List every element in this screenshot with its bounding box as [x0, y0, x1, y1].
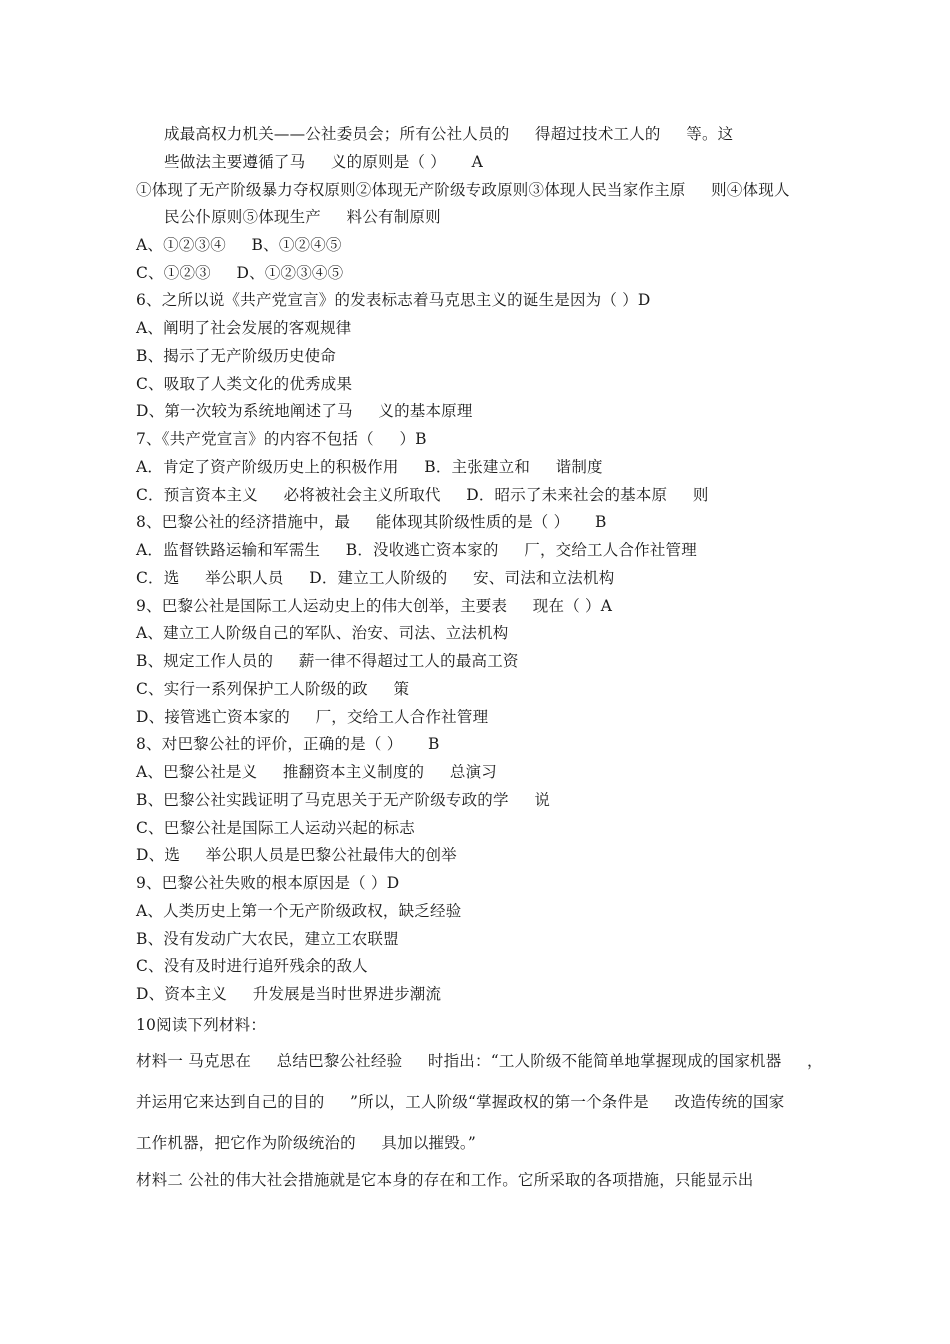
text-line: A．监督铁路运输和军需生 B．没收逃亡资本家的 厂，交给工人合作社管理 [136, 541, 697, 559]
text-line: 工作机器，把它作为阶级统治的 具加以摧毁。” [136, 1134, 477, 1152]
text-line: 民公仆原则⑤体现生产 料公有制原则 [164, 208, 441, 226]
text-line: 材料二 公社的伟大社会措施就是它本身的存在和工作。它所采取的各项措施，只能显示出 [136, 1171, 754, 1189]
text-line: A、建立工人阶级自己的军队、治安、司法、立法机构 [136, 624, 509, 642]
text-line: C、吸取了人类文化的优秀成果 [136, 375, 353, 393]
text-line: 材料一 马克思在 总结巴黎公社经验 时指出：“工人阶级不能简单地掌握现成的国家机器 ， [136, 1052, 823, 1070]
text-line: 成最高权力机关——公社委员会；所有公社人员的 得超过技术工人的 等。这 [164, 125, 734, 143]
text-line: A、①②③④ B、①②④⑤ [136, 236, 342, 254]
text-line: B、巴黎公社实践证明了马克思关于无产阶级专政的学 说 [136, 791, 551, 809]
text-line: D、接管逃亡资本家的 厂，交给工人合作社管理 [136, 708, 489, 726]
text-line: A、阐明了社会发展的客观规律 [136, 319, 352, 337]
text-line: B、没有发动广大农民，建立工农联盟 [136, 930, 399, 948]
text-line: ①体现了无产阶级暴力夺权原则②体现无产阶级专政原则③体现人民当家作主原 则④体现人 [136, 181, 790, 199]
question-line: 8、巴黎公社的经济措施中，最 能体现其阶级性质的是（ ） B [136, 513, 607, 531]
question-line: 7、《共产党宣言》的内容不包括（ ）B [136, 430, 427, 448]
text-line: B、揭示了无产阶级历史使命 [136, 347, 336, 365]
text-line: C、实行一系列保护工人阶级的政 策 [136, 680, 410, 698]
text-line: A．肯定了资产阶级历史上的积极作用 B．主张建立和 谐制度 [136, 458, 603, 476]
text-line: D、第一次较为系统地阐述了马 义的基本原理 [136, 402, 473, 420]
question-line: 9、巴黎公社是国际工人运动史上的伟大创举，主要表 现在（ ）A [136, 597, 613, 615]
text-line: B、规定工作人员的 薪一律不得超过工人的最高工资 [136, 652, 519, 670]
text-line: C、巴黎公社是国际工人运动兴起的标志 [136, 819, 415, 837]
text-line: C、①②③ D、①②③④⑤ [136, 264, 344, 282]
text-line: C、没有及时进行追歼残余的敌人 [136, 957, 368, 975]
question-line: 8、对巴黎公社的评价，正确的是（ ） B [136, 735, 440, 753]
text-line: D、资本主义 升发展是当时世界进步潮流 [136, 985, 442, 1003]
text-line: C．选 举公职人员 D．建立工人阶级的 安、司法和立法机构 [136, 569, 615, 587]
text-line: D、选 举公职人员是巴黎公社最伟大的创举 [136, 846, 457, 864]
text-line: A、人类历史上第一个无产阶级政权，缺乏经验 [136, 902, 462, 920]
text-line: 些做法主要遵循了马 义的原则是（ ） A [164, 153, 483, 171]
text-line: 并运用它来达到自己的目的 ”所以，工人阶级“掌握政权的第一个条件是 改造传统的国家 [136, 1093, 785, 1111]
text-line: A、巴黎公社是义 推翻资本主义制度的 总演习 [136, 763, 497, 781]
question-line: 6、之所以说《共产党宣言》的发表标志着马克思主义的诞生是因为（ ）D [136, 291, 651, 309]
text-line: C．预言资本主义 必将被社会主义所取代 D．昭示了未来社会的基本原 则 [136, 486, 709, 504]
question-line: 9、巴黎公社失败的根本原因是（ ）D [136, 874, 400, 892]
question-line: 10阅读下列材料： [136, 1016, 267, 1034]
